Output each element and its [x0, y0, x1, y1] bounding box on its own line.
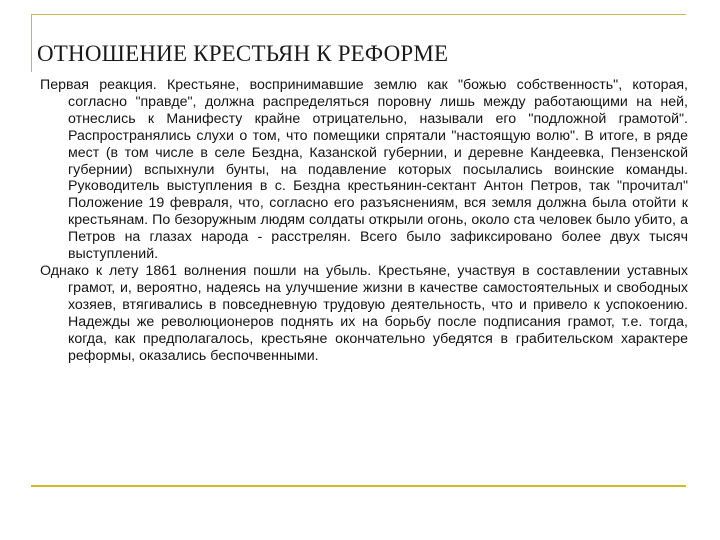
slide-frame-top-rule	[31, 14, 686, 15]
slide-body	[40, 77, 688, 364]
slide-title: ОТНОШЕНИЕ КРЕСТЬЯН К РЕФОРМЕ	[37, 41, 449, 66]
paragraph-summer-1861: Однако к лету 1861 волнения пошли на убыль. Крестьяне, участвуя в составлении уставных грамот, и, вероятно, надеясь на улучшение жизни в качестве самостоятельных и свободных хозяев, втягивались в повседневную трудовую деятельность, что и привело к успокоению. Надежды же революционеров поднять их на борьбу после подписания грамот, т.е. тогда, когда, как предполагалось, крестьяне окончательно убедятся в грабительском характере реформы, оказались беспочвенными.	[40, 262, 688, 364]
paragraph-first-reaction: Первая реакция. Крестьяне, воспринимавшие землю как "божью собственность", которая, согласно "правде", должна распределяться поровну лишь между работающими на ней, отнеслись к Манифесту крайне отрицательно, называли его "подложной грамотой". Распространялись слухи о том, что помещики спрятали "настоящую волю". В итоге, в ряде мест (в том числе в селе Бездна, Казанской губернии, и деревне Кандеевка, Пензенской губернии) вспыхнули бунты, на подавление которых посылались воинские команды. Руководитель выступления в с. Бездна крестьянин-сектант Антон Петров, так "прочитал" Положение 19 февраля, что, согласно его разъяснениям, вся земля должна была отойти к крестьянам. По безоружным людям солдаты открыли огонь, около ста человек было убито, а Петров на глазах народа - расстрелян. Всего было зафиксировано более двух тысяч выступлений.	[40, 77, 688, 263]
slide-frame-left-rule	[31, 14, 32, 72]
slide-frame-bottom-rule	[31, 485, 686, 487]
